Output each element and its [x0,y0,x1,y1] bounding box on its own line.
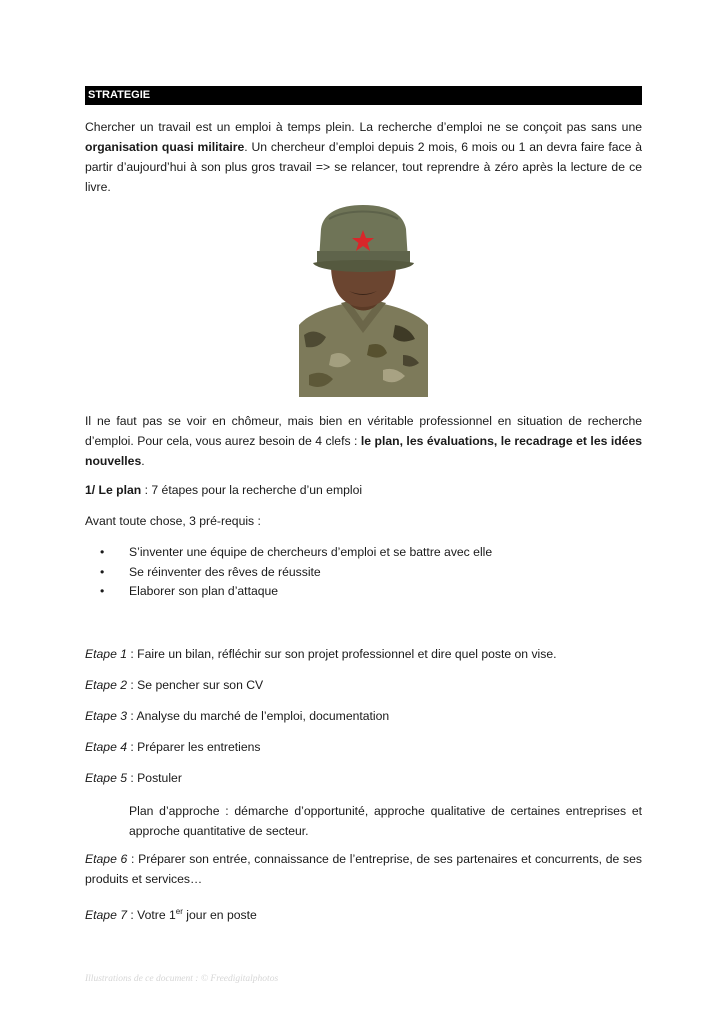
bullet-icon: • [100,584,105,598]
step-6: Etape 6 : Préparer son entrée, connaissance de l’entreprise, de ses partenaires et concurrents, de ses produits et services… [85,852,642,886]
step-3: Etape 3 : Analyse du marché de l’emploi, documentation [85,709,390,723]
plan-heading: 1/ Le plan : 7 étapes pour la recherche d’un emploi [85,483,363,497]
list-item: • Se réinventer des rêves de réussite [100,563,492,583]
prerequisites-intro: Avant toute chose, 3 pré-requis : [85,514,261,528]
step-4: Etape 4 : Préparer les entretiens [85,740,261,754]
prerequisites-list [100,543,492,602]
keys-emphasis: le plan, les évaluations, le recadrage et les idées nouvelles [85,434,643,468]
intro-emphasis: organisation quasi militaire [85,140,245,154]
step-2: Etape 2 : Se pencher sur son CV [85,678,264,692]
section-header [85,86,642,105]
soldier-photo [299,205,428,397]
keys-paragraph: Il ne faut pas se voir en chômeur, mais bien en véritable professionnel en situation de recherche d’emploi. Pour cela, vous aurez besoin de 4 clefs : le plan, les évaluations, le recadrage et les idées nouvelles. [85,414,643,468]
step-5-detail: Plan d’approche : démarche d’opportunité, approche qualitative de certaines entreprises et approche quantitative de secteur. [129,804,642,838]
bullet-icon: • [100,564,105,579]
bullet-icon: • [100,545,105,559]
step-7: Etape 7 : Votre 1er jour en poste [85,907,257,922]
list-item: • S’inventer une équipe de chercheurs d’emploi et se battre avec elle [100,543,492,563]
list-item: • Elaborer son plan d’attaque [100,582,492,602]
section-title: STRATEGIE [88,89,151,101]
step-1: Etape 1 : Faire un bilan, réfléchir sur son projet professionnel et dire quel poste on vise. [85,647,557,661]
photo-credit: Illustrations de ce document : © Freedigitalphotos [85,974,279,984]
intro-paragraph: Chercher un travail est un emploi à temps plein. La recherche d’emploi ne se conçoit pas sans une organisation quasi militaire. Un chercheur d’emploi depuis 2 mois, 6 mois ou 1 an devra faire face à partir d’aujourd’hui à son plus gros travail => se relancer, tout reprendre à zéro après la lecture de ce livre. [85,120,642,194]
step-5: Etape 5 : Postuler [85,771,182,785]
